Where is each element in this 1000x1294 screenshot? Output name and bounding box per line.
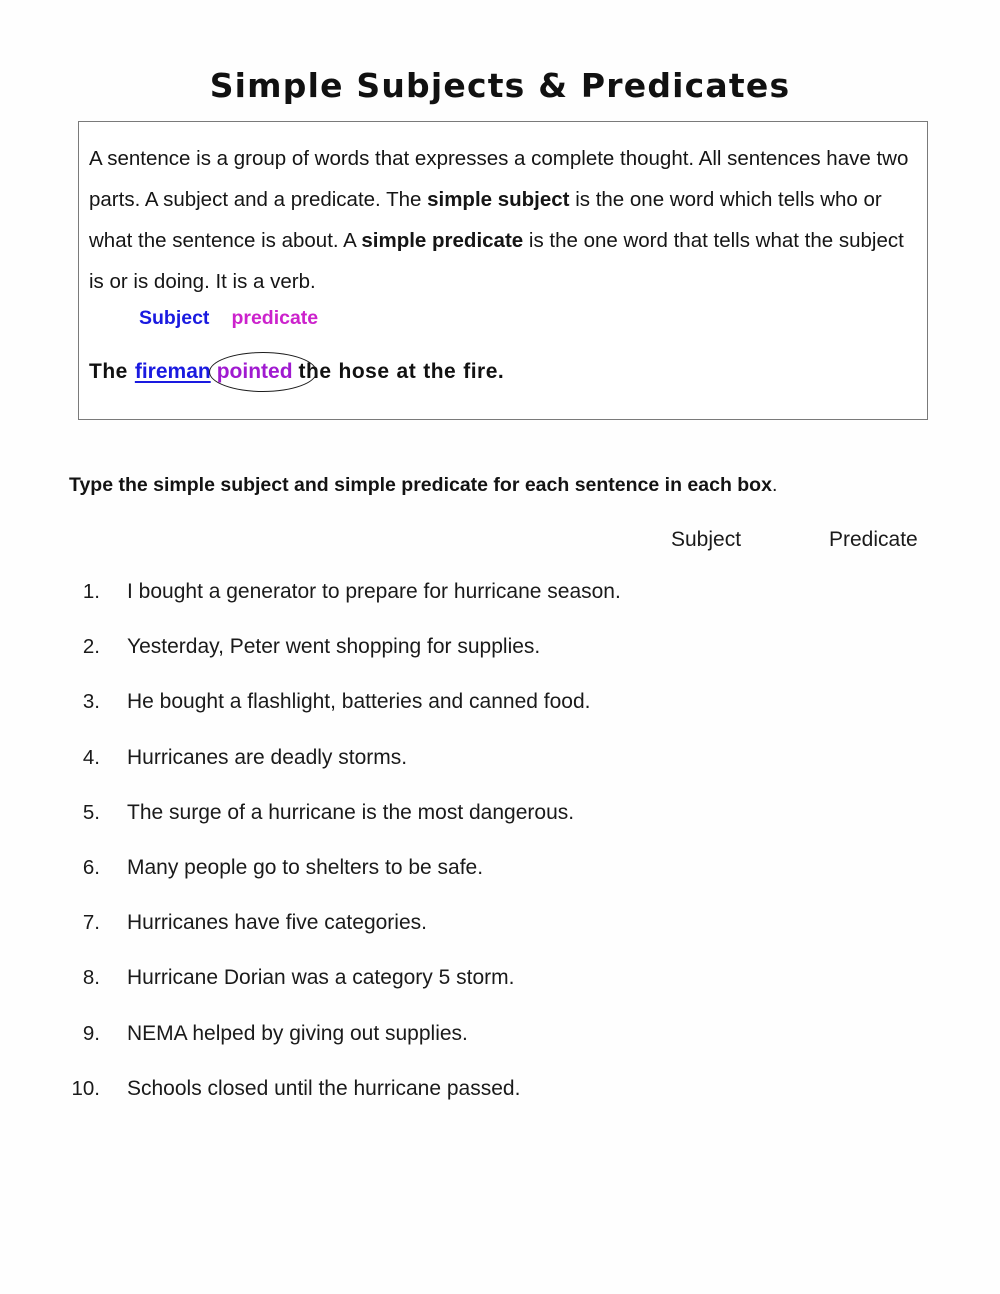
definition-paragraph	[89, 138, 921, 302]
sentence-text: He bought a flashlight, batteries and canned food.	[127, 690, 591, 714]
list-item	[0, 580, 1000, 635]
example-word-the-3: the	[423, 360, 457, 383]
list-item	[0, 746, 1000, 801]
list-item	[0, 1077, 1000, 1132]
example-word-the-2: the	[298, 360, 332, 383]
sentence-number: 8.	[82, 966, 100, 990]
example-predicate-wrapper	[211, 360, 299, 384]
example-subject-word: fireman	[134, 360, 211, 383]
definition-bold-simple-subject: simple subject	[427, 188, 570, 211]
sentence-text: Hurricanes are deadly storms.	[127, 745, 408, 769]
list-item	[0, 801, 1000, 856]
task-instruction-tail: .	[771, 474, 778, 496]
sentence-text: I bought a generator to prepare for hurricane season.	[127, 580, 621, 603]
sentence-number: 9.	[82, 1021, 100, 1045]
sentence-text: Hurricane Dorian was a category 5 storm.	[127, 966, 515, 990]
sentence-text: Schools closed until the hurricane passed.	[127, 1076, 521, 1100]
list-item	[0, 690, 1000, 745]
column-header-subject: Subject	[671, 528, 742, 551]
legend-row	[139, 307, 318, 330]
sentence-text: Many people go to shelters to be safe.	[127, 855, 484, 879]
sentence-number: 6.	[82, 855, 100, 879]
page-title: Simple Subjects & Predicates	[209, 66, 791, 105]
example-word-fire: fire.	[463, 360, 505, 383]
sentence-number: 1.	[82, 580, 100, 603]
sentence-number: 3.	[82, 690, 100, 714]
column-header-predicate: Predicate	[829, 528, 918, 551]
legend-predicate-label: predicate	[231, 307, 319, 329]
sentence-number: 4.	[82, 745, 100, 769]
definition-text-part3: is the one word that tells what the subject is or is doing. It is a verb.	[89, 229, 904, 293]
example-predicate-word: pointed	[216, 360, 293, 383]
task-instruction-bold: Type the simple subject and simple predicate for each sentence in each box	[69, 474, 772, 496]
sentence-number: 7.	[82, 911, 100, 935]
sentence-text: Yesterday, Peter went shopping for supplies.	[127, 635, 541, 659]
list-item	[0, 856, 1000, 911]
sentence-text: Hurricanes have five categories.	[127, 911, 427, 935]
list-item	[0, 966, 1000, 1021]
sentence-number: 5.	[82, 800, 100, 824]
definition-text-part2: is the one word which tells who or what the sentence is about. A	[89, 188, 882, 252]
sentence-number: 10.	[71, 1076, 100, 1100]
definition-text-part1: A sentence is a group of words that expresses a complete thought. All sentences have two parts. A subject and a predicate. The	[89, 147, 909, 211]
list-item	[0, 911, 1000, 966]
legend-subject-label: Subject	[139, 307, 210, 329]
task-instruction	[69, 474, 777, 497]
example-word-hose: hose	[338, 360, 390, 383]
list-item	[0, 1022, 1000, 1077]
example-word-at: at	[396, 360, 417, 383]
definition-bold-simple-predicate: simple predicate	[361, 229, 524, 252]
sentence-list	[0, 580, 1000, 1132]
sentence-number: 2.	[82, 635, 100, 659]
example-sentence	[89, 360, 504, 384]
example-word-the: The	[89, 360, 128, 383]
definition-box	[78, 121, 928, 420]
list-item	[0, 635, 1000, 690]
sentence-text: NEMA helped by giving out supplies.	[127, 1021, 468, 1045]
sentence-text: The surge of a hurricane is the most dangerous.	[127, 800, 575, 824]
